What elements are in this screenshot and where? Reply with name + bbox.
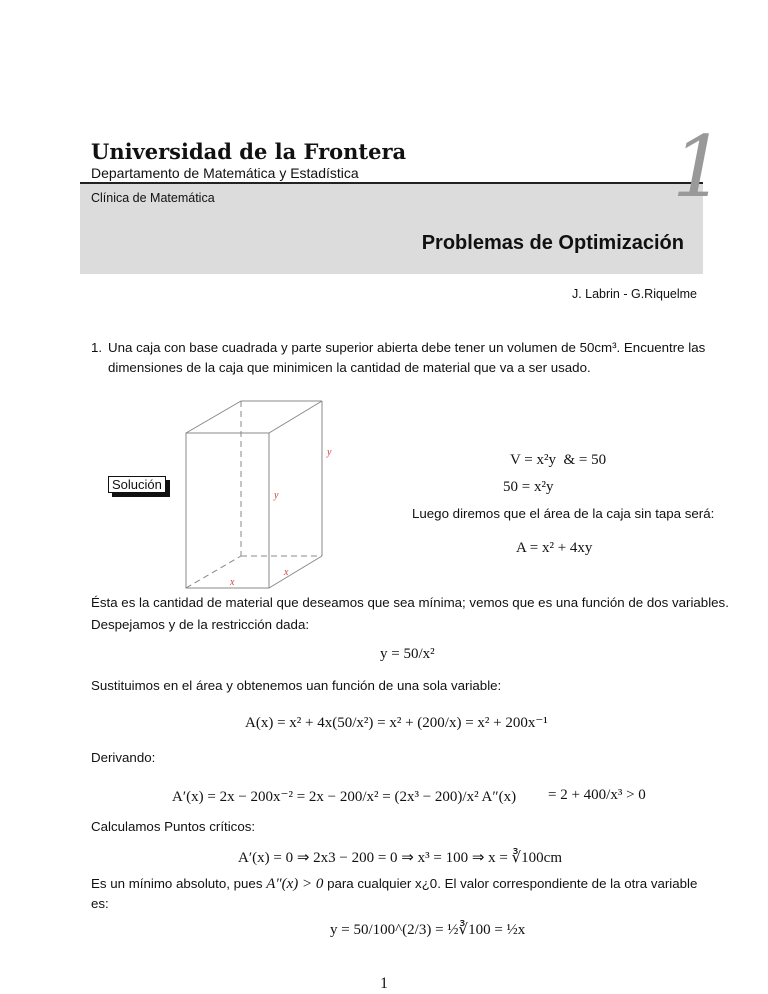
clinic-name: Clínica de Matemática: [91, 191, 215, 205]
y-final-equation: y = 50/100^(2/3) = ½∛100 = ½x: [330, 922, 526, 938]
department-name: Departamento de Matemática y Estadística: [91, 165, 359, 181]
critical-point-equation: A′(x) = 0 ⇒ 2x3 − 200 = 0 ⇒ x³ = 100 ⇒ x = ∛100cm: [238, 850, 562, 866]
constraint-equation: 50 = x²y: [503, 479, 554, 495]
area-equation: A = x² + 4xy: [516, 540, 593, 556]
university-name: Universidad de la Frontera: [91, 139, 407, 164]
figure-label-x-front: x: [230, 577, 235, 588]
figure-label-y-outer: y: [327, 447, 332, 458]
esta-text: Ésta es la cantidad de material que deseamos que sea mínima; vemos que es una función de dos variables.: [91, 595, 729, 610]
y-solve-equation: y = 50/x²: [380, 646, 435, 662]
second-derivative-inline: A″(x) > 0: [266, 876, 324, 892]
derivative-equation: A′(x) = 2x − 200x⁻² = 2x − 200/x² = (2x³ − 200)/x² A″(x): [172, 789, 517, 805]
page-number: 1: [380, 975, 388, 992]
area-function-equation: A(x) = x² + 4x(50/x²) = x² + (200/x) = x² + 200x⁻¹: [245, 715, 548, 731]
figure-label-y-inner: y: [274, 490, 279, 501]
solution-label: Solución: [108, 476, 166, 493]
second-derivative-equation: = 2 + 400/x³ > 0: [548, 787, 646, 803]
minimum-text-b: para cualquier x¿0. El valor correspondiente de la otra variable: [327, 876, 698, 891]
sustituimos-text: Sustituimos en el área y obtenemos uan función de una sola variable:: [91, 678, 502, 693]
box-figure: [180, 400, 340, 595]
problem-number: 1.: [91, 340, 103, 355]
problem-text-line2: dimensiones de la caja que minimicen la cantidad de material que va a ser usado.: [108, 360, 591, 375]
figure-label-x-side: x: [284, 567, 289, 578]
chapter-number: 1: [672, 118, 726, 216]
minimum-text-a: Es un mínimo absoluto, pues: [91, 876, 263, 891]
authors: J. Labrin - G.Riquelme: [571, 287, 697, 301]
calculamos-text: Calculamos Puntos críticos:: [91, 819, 256, 834]
es-text: es:: [91, 896, 109, 911]
luego-text: Luego diremos que el área de la caja sin tapa será:: [412, 506, 715, 521]
problem-text-line1: Una caja con base cuadrada y parte superior abierta debe tener un volumen de 50cm³. Encuentre las: [108, 340, 706, 355]
volume-equation: V = x²y & = 50: [510, 452, 607, 468]
despejamos-text: Despejamos y de la restricción dada:: [91, 617, 310, 632]
page-title: Problemas de Optimización: [421, 232, 684, 254]
derivando-text: Derivando:: [91, 750, 156, 765]
minimum-text: [91, 876, 697, 893]
